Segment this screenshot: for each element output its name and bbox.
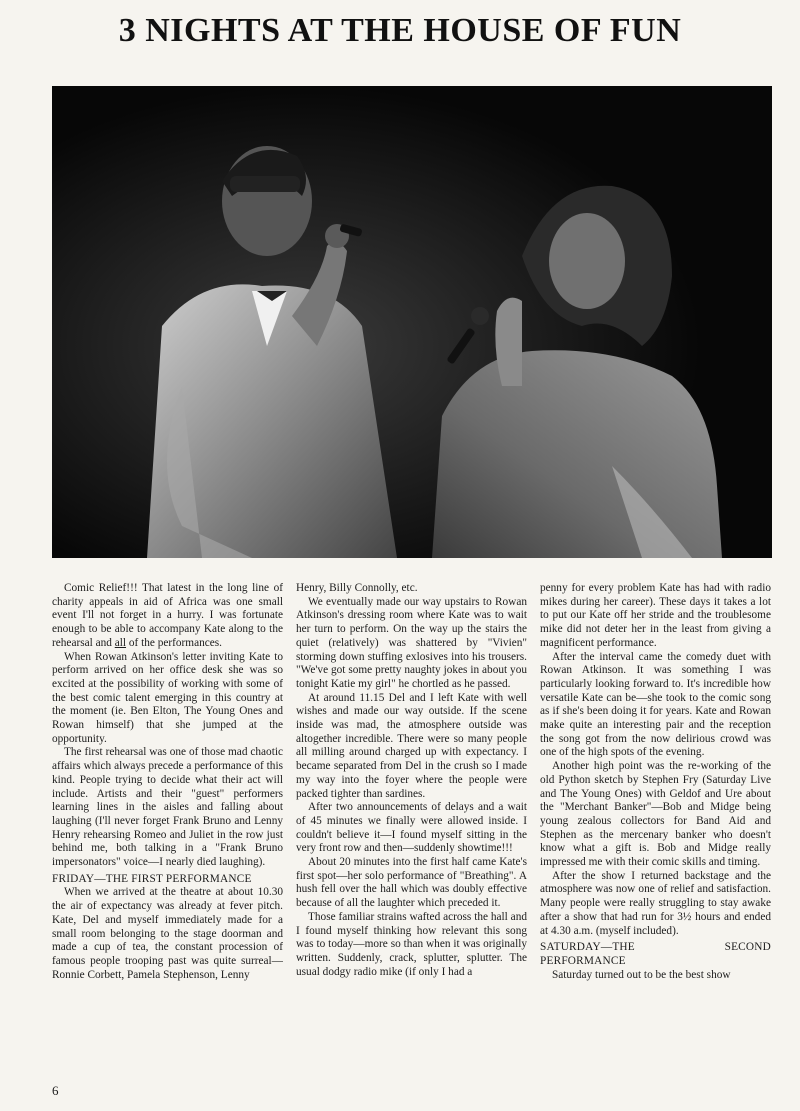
page-headline: 3 NIGHTS AT THE HOUSE OF FUN <box>118 12 682 49</box>
column-3 <box>540 582 771 1080</box>
paragraph: After the interval came the comedy duet with Rowan Atkinson. It was something I was particularly looking forward to. It's incredible how versatile Kate can be—she took to the comic song as if she's been doing it for years. Kate and Rowan make quite an interesting pair and the reception the song got from the now delirious crowd was one of the high spots of the evening. <box>540 650 771 759</box>
paragraph: After the show I returned backstage and the atmosphere was now one of relief and satisfaction. Many people were really struggling to stay awake after a show that had run for 3½ hours and ended at 4.30 a.m. (myself included). <box>540 869 771 937</box>
paragraph: Henry, Billy Connolly, etc. <box>296 582 418 594</box>
page-number: 6 <box>52 1083 59 1098</box>
paragraph: Those familiar strains wafted across the hall and I found myself thinking how relevant this song was to today—more so than when it was originally written. Suddenly, crack, splutter, splutter. The usual dodgy radio mike (if only I had a <box>296 910 527 978</box>
paragraph: At around 11.15 Del and I left Kate with well wishes and made our way outside. If the scene inside was mad, the atmosphere outside was altogether incredible. There were so many people all milling around charged up with expectancy. I became separated from Del in the crush so I made my way into the foyer where the people were packed tighter than sardines. <box>296 691 527 800</box>
paragraph: When Rowan Atkinson's letter inviting Kate to perform arrived on her office desk she was so excited at the possibility of working with some of the best comic talent emerging in this country at the moment (ie. Ben Elton, The Young Ones and Rowan himself) that she jumped at the opportunity. <box>52 650 283 745</box>
section-heading: SATURDAY—THE SECOND PERFORMANCE <box>540 941 771 967</box>
paragraph-text: of the performances. <box>126 636 223 649</box>
article-body <box>52 582 772 1080</box>
column-2 <box>296 582 527 1080</box>
paragraph: When we arrived at the theatre at about 10.30 the air of expectancy was already at fever pitch. Kate, Del and myself immediately made for a small room belonging to the stage doorman and made a cup of tea, the constant procession of famous people trooping past was quite surreal—Ronnie Corbett, Pamela Stephenson, Lenny <box>52 886 283 981</box>
underlined-word: all <box>114 636 127 649</box>
paragraph: Saturday turned out to be the best show <box>552 968 731 981</box>
paragraph: After two announcements of delays and a wait of 45 minutes we finally were allowed inside. I couldn't believe it—I found myself sitting in the very front row and then—suddenly showtime!!! <box>296 801 527 855</box>
paragraph-text: Comic Relief!!! That latest in the long line of charity appeals in aid of Africa was one small event I'll not forget in a hurry. I was fortunate enough to be able to accompany Kate along to the rehearsal and <box>52 582 283 649</box>
paragraph: penny for every problem Kate has had with radio mikes during her career). These days it takes a lot to put our Kate off her stride and the troublesome mike did not deter her in the least from giving a magnificent performance. <box>540 582 771 649</box>
paragraph <box>52 582 283 651</box>
paragraph: The first rehearsal was one of those mad chaotic affairs which always precede a performance of this kind. People trying to decide what their act will include. Artists and their "guest" performers learning lines in the aisles and falling about laughing (I'll never forget Frank Bruno and Lenny Henry rehearsing Romeo and Juliet in the row just behind me, both talking in a "Frank Bruno impersonators" voice—I nearly died laughing). <box>52 746 283 869</box>
column-1 <box>52 582 283 1080</box>
paragraph: Another high point was the re-working of the old Python sketch by Stephen Fry (Saturday Live and The Young Ones) with Geldof and Ure about the "Merchant Banker"—Bob and Midge being young zealous collectors for Band Aid and Stephen as the mercenary banker who doesn't know what a gift is. Bob and Midge really impressed me with their comic skills and timing. <box>540 760 771 869</box>
section-heading: FRIDAY—THE FIRST PERFORMANCE <box>52 872 252 885</box>
paragraph: We eventually made our way upstairs to Rowan Atkinson's dressing room where Kate was to wait her turn to perform. On the way up the stairs the quiet (relatively) was shattered by "Vivien" storming down stuffing exlosives into his trousers. "We've got some pretty naughty jokes in about you tonight Katie my girl" he chortled as he passed. <box>296 595 527 690</box>
paragraph: About 20 minutes into the first half came Kate's first spot—her solo performance of "Breathing". A hush fell over the hall which was doubly effective because of all the laughter which preceded it. <box>296 856 527 910</box>
performance-photo <box>52 86 772 558</box>
